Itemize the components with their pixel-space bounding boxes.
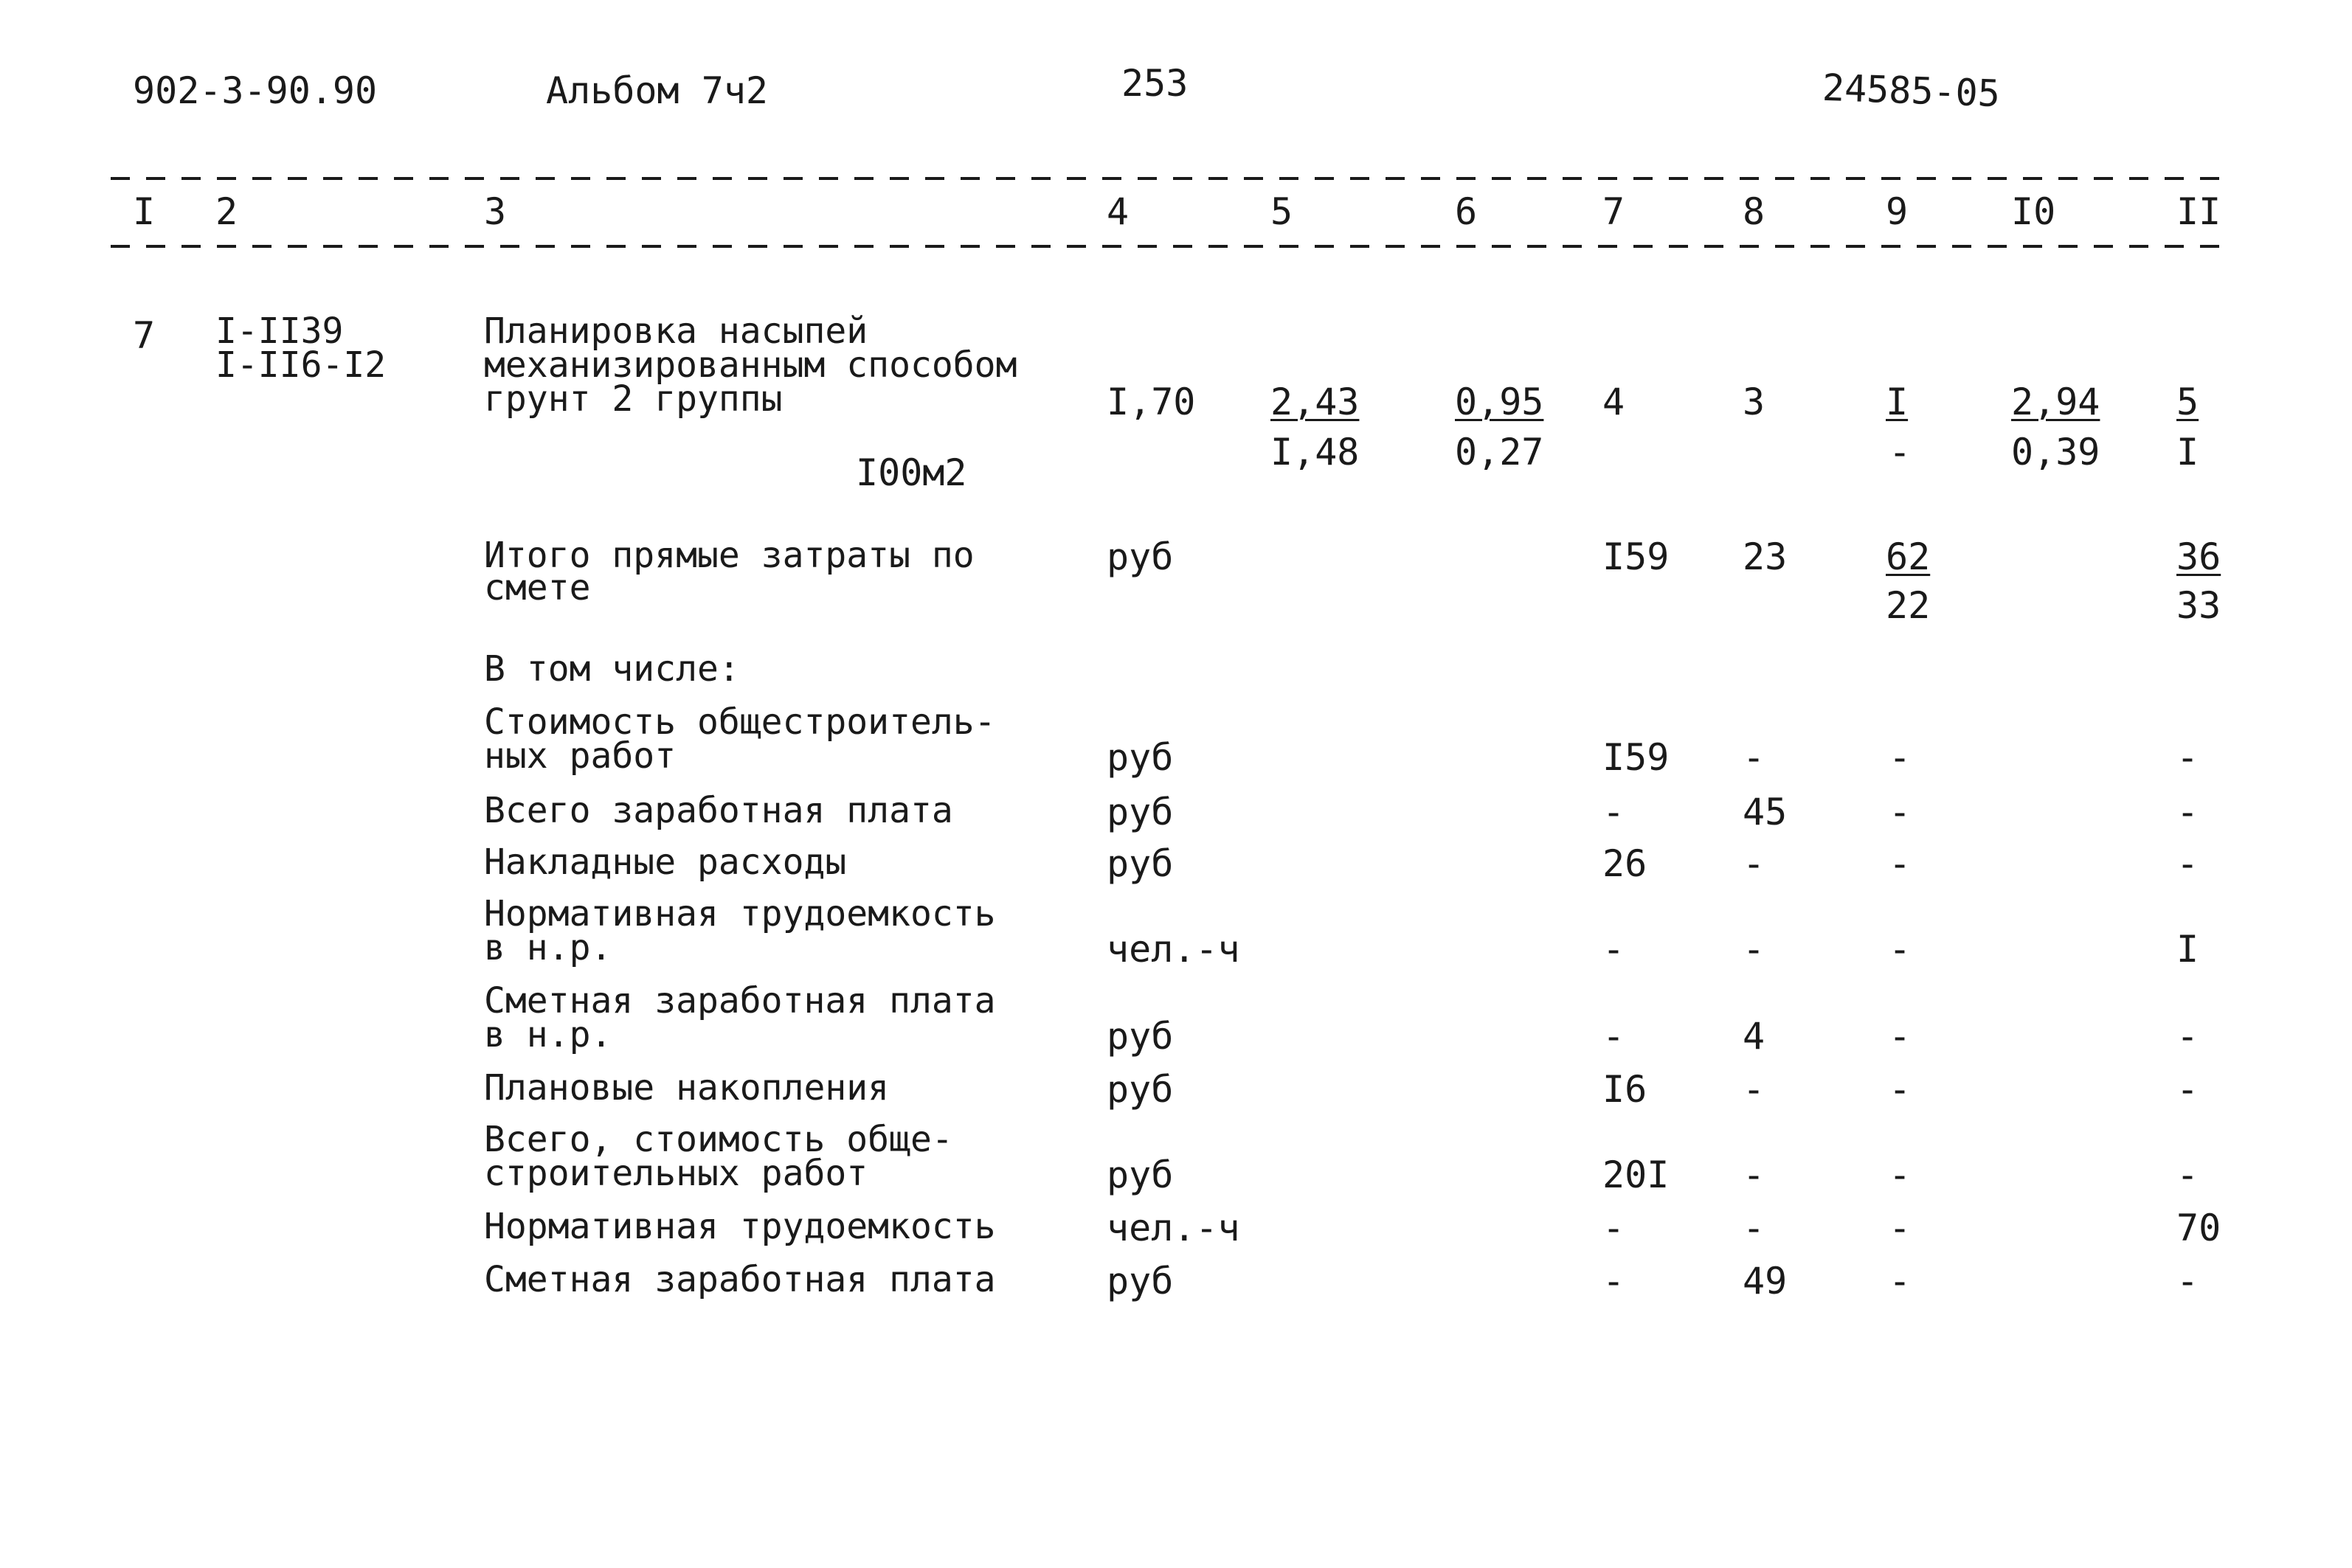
col-header-9: 9: [1886, 190, 1909, 233]
row-col8: 4: [1743, 1015, 1765, 1058]
row-col11: -: [2176, 736, 2199, 779]
item-col5-bottom: I,48: [1270, 431, 1360, 473]
totals-unit: руб: [1107, 535, 1174, 578]
row-unit: руб: [1107, 791, 1174, 833]
col-header-6: 6: [1455, 190, 1478, 233]
row-col11: -: [2176, 842, 2199, 885]
row-col11: 70: [2176, 1207, 2221, 1249]
item-col5-top: 2,43: [1270, 381, 1360, 423]
row-desc-line-2: в н.р.: [484, 927, 612, 968]
row-col8: -: [1743, 1207, 1765, 1249]
row-col7: -: [1602, 791, 1625, 833]
col-header-10: I0: [2011, 190, 2056, 233]
totals-desc-line-2: смете: [484, 567, 591, 608]
document-code: 902-3-90.90: [133, 69, 378, 112]
row-col7: -: [1602, 1015, 1625, 1058]
row-desc-line-1: Нормативная трудоемкость: [484, 1206, 996, 1247]
totals-col11-top: 36: [2176, 535, 2221, 578]
row-col8: -: [1743, 736, 1765, 779]
item-desc-line-2: механизированным способом: [484, 344, 1017, 386]
row-col7: -: [1602, 1260, 1625, 1302]
row-desc-line-1: Стоимость общестроитель-: [484, 701, 996, 743]
row-desc-line-2: в н.р.: [484, 1014, 612, 1055]
row-col9: -: [1889, 791, 1912, 833]
row-col9: -: [1889, 928, 1912, 971]
item-quantity: I,70: [1107, 381, 1196, 423]
row-col8: -: [1743, 1154, 1765, 1196]
row-unit: руб: [1107, 736, 1174, 779]
row-col9: -: [1889, 736, 1912, 779]
row-col9: -: [1889, 1068, 1912, 1111]
totals-col7: I59: [1602, 535, 1670, 578]
item-col10-top: 2,94: [2011, 381, 2100, 423]
col-header-8: 8: [1743, 190, 1765, 233]
row-col11: -: [2176, 1015, 2199, 1058]
col-header-7: 7: [1602, 190, 1625, 233]
col-header-3: 3: [484, 190, 507, 233]
header-rule-bottom: [111, 245, 2235, 248]
row-col8: -: [1743, 1068, 1765, 1111]
item-desc-line-1: Планировка насыпей: [484, 311, 868, 352]
col-header-5: 5: [1270, 190, 1293, 233]
item-col11-top: 5: [2176, 381, 2199, 423]
row-desc-line-1: Плановые накопления: [484, 1067, 890, 1109]
row-col8: -: [1743, 928, 1765, 971]
row-desc-line-1: Всего, стоимость обще-: [484, 1119, 953, 1160]
row-col7: -: [1602, 928, 1625, 971]
totals-desc-line-1: Итого прямые затраты по: [484, 535, 975, 576]
row-desc-line-1: Всего заработная плата: [484, 790, 953, 831]
item-col6-bottom: 0,27: [1455, 431, 1544, 473]
col-header-4: 4: [1107, 190, 1130, 233]
album-label: Альбом 7ч2: [546, 69, 769, 112]
row-unit: руб: [1107, 842, 1174, 885]
col-header-2: 2: [215, 190, 238, 233]
item-unit: I00м2: [856, 451, 967, 494]
row-col8: 45: [1743, 791, 1788, 833]
row-desc-line-1: Накладные расходы: [484, 842, 847, 883]
row-desc-line-1: Сметная заработная плата: [484, 980, 996, 1021]
row-col11: I: [2176, 928, 2199, 971]
totals-col9-top: 62: [1886, 535, 1931, 578]
row-col7: I6: [1602, 1068, 1647, 1111]
col-header-11: II: [2176, 190, 2221, 233]
page-number: 253: [1121, 62, 1189, 105]
item-col9-top: I: [1886, 381, 1909, 423]
item-col9-bottom: -: [1889, 431, 1912, 473]
row-unit: руб: [1107, 1015, 1174, 1058]
row-col11: -: [2176, 1154, 2199, 1196]
row-col9: -: [1889, 1260, 1912, 1302]
item-col10-bottom: 0,39: [2011, 431, 2100, 473]
totals-col8: 23: [1743, 535, 1788, 578]
item-col8: 3: [1743, 381, 1765, 423]
row-col9: -: [1889, 1207, 1912, 1249]
item-desc-line-3: грунт 2 группы: [484, 378, 783, 420]
item-col6-top: 0,95: [1455, 381, 1544, 423]
row-unit: руб: [1107, 1260, 1174, 1302]
row-col9: -: [1889, 842, 1912, 885]
totals-col11-bottom: 33: [2176, 584, 2221, 627]
row-col7: -: [1602, 1207, 1625, 1249]
row-col9: -: [1889, 1015, 1912, 1058]
row-desc-line-2: ных работ: [484, 735, 677, 777]
item-code-2: I-II6-I2: [215, 344, 387, 386]
row-desc-line-1: Сметная заработная плата: [484, 1259, 996, 1300]
item-col11-bottom: I: [2176, 431, 2199, 473]
col-header-1: I: [133, 190, 156, 233]
row-col11: -: [2176, 1260, 2199, 1302]
row-col7: 26: [1602, 842, 1647, 885]
archive-stamp-number: 24585-05: [1822, 66, 2001, 116]
header-rule-top: [111, 177, 2235, 180]
row-unit: чел.-ч: [1107, 1207, 1240, 1249]
row-desc-line-1: Нормативная трудоемкость: [484, 893, 996, 934]
row-unit: чел.-ч: [1107, 928, 1240, 971]
item-code-1: I-II39: [215, 311, 344, 352]
row-col11: -: [2176, 1068, 2199, 1111]
row-unit: руб: [1107, 1068, 1174, 1111]
row-col11: -: [2176, 791, 2199, 833]
row-col8: -: [1743, 842, 1765, 885]
row-col9: -: [1889, 1154, 1912, 1196]
totals-col9-bottom: 22: [1886, 584, 1931, 627]
row-unit: руб: [1107, 1154, 1174, 1196]
row-col7: 20I: [1602, 1154, 1670, 1196]
row-col8: 49: [1743, 1260, 1788, 1302]
item-col7: 4: [1602, 381, 1625, 423]
item-number: 7: [133, 314, 156, 357]
row-desc-line-2: строительных работ: [484, 1153, 868, 1194]
including-label: В том числе:: [484, 648, 740, 690]
row-col7: I59: [1602, 736, 1670, 779]
